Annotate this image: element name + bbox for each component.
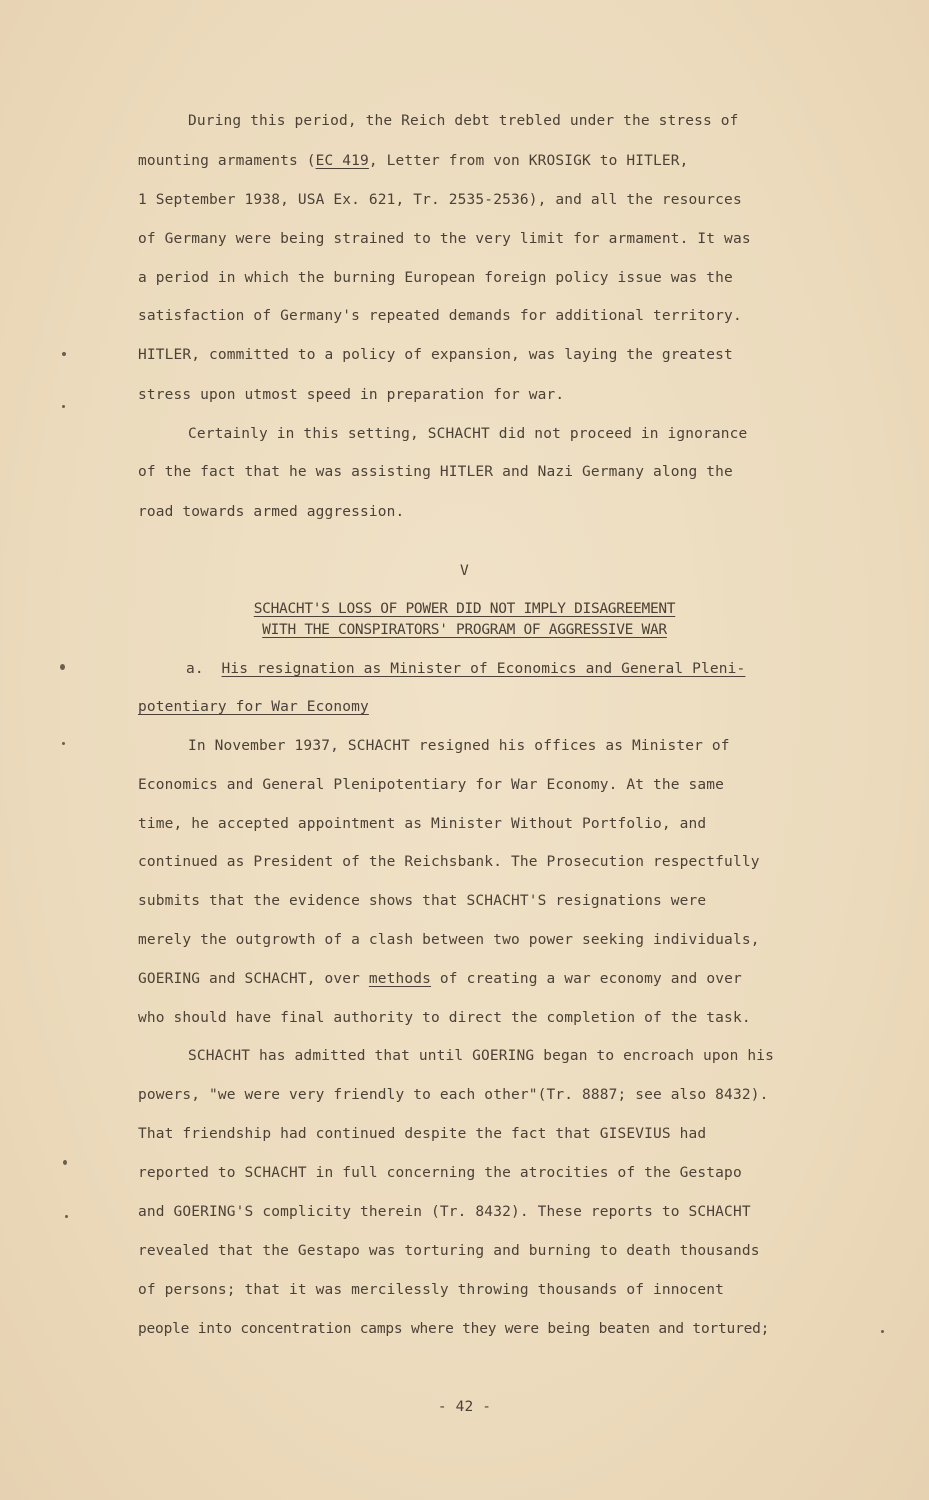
text-line: time, he accepted appointment as Minister Without Portfolio, and: [138, 816, 707, 832]
margin-speck: [63, 1160, 67, 1165]
text-line: Certainly in this setting, SCHACHT did not proceed in ignorance: [188, 426, 748, 442]
margin-speck: [62, 742, 65, 745]
text-line: [138, 152, 689, 170]
text-line: a period in which the burning European foreign policy issue was the: [138, 270, 733, 286]
text-line: and GOERING'S complicity therein (Tr. 8432). These reports to SCHACHT: [138, 1204, 751, 1220]
subsection-title-continued: potentiary for War Economy: [138, 699, 369, 715]
emphasized-word: methods: [368, 971, 432, 987]
section-heading: SCHACHT'S LOSS OF POWER DID NOT IMPLY DISAGREEMENT: [253, 601, 676, 617]
section-heading: WITH THE CONSPIRATORS' PROGRAM OF AGGRESSIVE WAR: [262, 622, 667, 638]
text-span: GOERING and SCHACHT, over: [138, 971, 369, 987]
text-line: submits that the evidence shows that SCHACHT'S resignations were: [138, 893, 707, 909]
text-span: , Letter from von KROSIGK to HITLER,: [368, 153, 689, 169]
text-line: Economics and General Plenipotentiary for War Economy. At the same: [138, 777, 725, 793]
text-line: stress upon utmost speed in preparation for war.: [138, 387, 565, 403]
text-line: of Germany were being strained to the very limit for armament. It was: [138, 231, 751, 247]
margin-speck: [881, 1330, 884, 1333]
text-line: satisfaction of Germany's repeated demands for additional territory.: [138, 308, 742, 324]
text-line: [138, 970, 742, 988]
subsection-title: [186, 660, 745, 678]
text-line: HITLER, committed to a policy of expansion, was laying the greatest: [138, 347, 733, 363]
margin-speck: [65, 1215, 68, 1218]
text-line: SCHACHT has admitted that until GOERING began to encroach upon his: [188, 1048, 775, 1064]
text-span: of creating a war economy and over: [431, 971, 742, 987]
text-line: 1 September 1938, USA Ex. 621, Tr. 2535-2536), and all the resources: [138, 192, 742, 208]
text-line: During this period, the Reich debt trebled under the stress of: [188, 113, 739, 129]
margin-speck: [62, 405, 65, 408]
text-line: road towards armed aggression.: [138, 504, 405, 520]
text-span: mounting armaments (: [138, 153, 316, 169]
text-line: continued as President of the Reichsbank. The Prosecution respectfully: [138, 854, 760, 870]
section-numeral: V: [460, 563, 469, 579]
text-line: powers, "we were very friendly to each other"(Tr. 8887; see also 8432).: [138, 1087, 769, 1103]
text-line: revealed that the Gestapo was torturing and burning to death thousands: [138, 1243, 760, 1259]
margin-speck: [62, 352, 66, 356]
page-number: - 42 -: [437, 1399, 492, 1415]
text-line: of persons; that it was mercilessly throwing thousands of innocent: [138, 1282, 725, 1298]
text-line: people into concentration camps where they were being beaten and tortured;: [138, 1321, 770, 1337]
subsection-label: a.: [186, 661, 204, 677]
text-line: of the fact that he was assisting HITLER and Nazi Germany along the: [138, 464, 733, 480]
margin-speck: [60, 664, 65, 670]
text-line: In November 1937, SCHACHT resigned his offices as Minister of: [188, 738, 730, 754]
exhibit-reference: EC 419: [315, 153, 369, 169]
text-line: That friendship had continued despite the fact that GISEVIUS had: [138, 1126, 707, 1142]
text-line: reported to SCHACHT in full concerning the atrocities of the Gestapo: [138, 1165, 742, 1181]
text-line: merely the outgrowth of a clash between two power seeking individuals,: [138, 932, 760, 948]
subsection-title-text: His resignation as Minister of Economics and General Pleni-: [221, 661, 746, 677]
text-line: who should have final authority to direct the completion of the task.: [138, 1010, 751, 1026]
